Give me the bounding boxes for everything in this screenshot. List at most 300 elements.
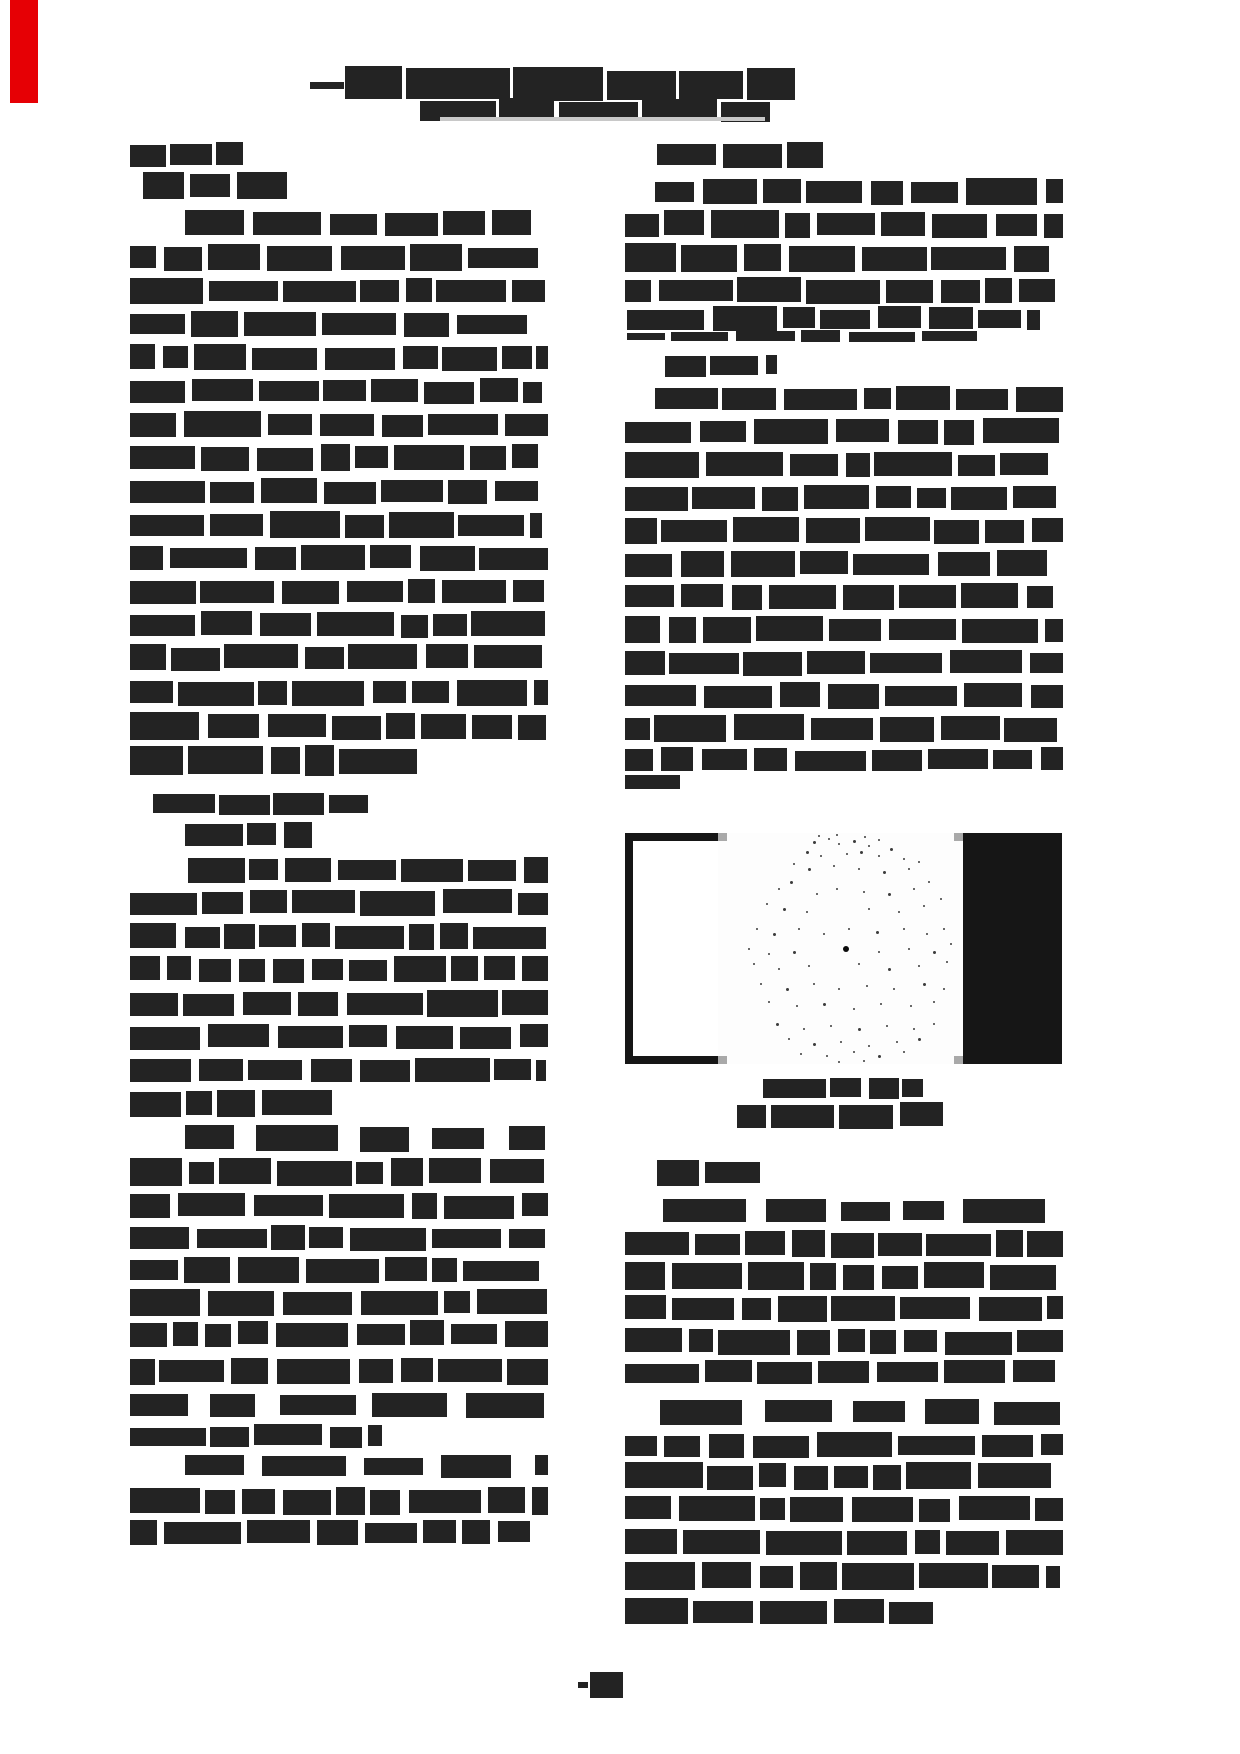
redaction-blob [336, 1487, 365, 1515]
redaction-blob [199, 959, 231, 982]
redaction-blob [442, 347, 497, 371]
redaction-blob [194, 344, 247, 370]
stipple-dot [864, 836, 866, 838]
redaction-blob [763, 179, 800, 203]
redaction-blob [205, 1324, 231, 1347]
redaction-blob [944, 420, 974, 445]
redaction-blob [421, 714, 466, 739]
redaction-blob [607, 71, 676, 100]
redacted-line [663, 1198, 1063, 1223]
redaction-blob [255, 547, 296, 570]
stipple-dot [806, 851, 809, 854]
redaction-blob [252, 348, 316, 370]
redaction-blob [903, 1201, 944, 1220]
redaction-blob [273, 793, 324, 815]
redaction-blob [817, 213, 875, 235]
redaction-blob [426, 644, 468, 668]
redaction-blob [625, 1562, 695, 1590]
redaction-blob [625, 243, 676, 272]
redaction-blob [904, 1330, 937, 1352]
redaction-blob [794, 1466, 827, 1490]
redaction-blob [130, 1260, 178, 1280]
redacted-line [130, 244, 548, 271]
redaction-blob [350, 1228, 426, 1251]
figure-stipple-area [718, 833, 963, 1064]
redaction-blob [329, 1194, 404, 1218]
redaction-blob [966, 178, 1037, 205]
redacted-line [660, 1398, 1060, 1425]
stipple-dot [933, 1001, 935, 1003]
redaction-blob [463, 1261, 539, 1281]
stipple-dot [913, 1028, 915, 1030]
redaction-blob [804, 485, 869, 509]
stipple-dot [943, 988, 945, 990]
redaction-blob [919, 1563, 988, 1588]
redaction-blob [922, 331, 977, 341]
redaction-blob [513, 580, 544, 602]
redaction-blob [360, 891, 435, 916]
redaction-blob [466, 1393, 544, 1418]
redacted-line [625, 616, 1063, 643]
redaction-blob [438, 1359, 502, 1382]
redaction-blob [443, 211, 485, 235]
redaction-blob [210, 1427, 249, 1447]
redacted-line [130, 142, 243, 168]
redaction-blob [1027, 1231, 1063, 1257]
redaction-blob [262, 1090, 332, 1115]
redaction-blob [410, 1320, 444, 1345]
redacted-line [130, 678, 548, 706]
stipple-dot [813, 841, 816, 844]
redacted-line [130, 1424, 382, 1448]
redaction-blob [495, 481, 538, 501]
redaction-blob [950, 650, 1022, 673]
stipple-dot [793, 863, 795, 865]
redaction-blob [394, 956, 446, 982]
redaction-blob [210, 1394, 255, 1417]
redaction-blob [471, 611, 545, 636]
redaction-blob [625, 1328, 682, 1352]
redaction-blob [766, 355, 777, 374]
redaction-blob [259, 925, 296, 947]
redaction-blob [932, 214, 987, 238]
stipple-dot [818, 835, 820, 837]
redacted-line [310, 82, 344, 89]
redaction-blob [130, 344, 155, 369]
redaction-blob [163, 346, 188, 368]
redaction-blob [277, 1359, 351, 1384]
redaction-blob [1016, 387, 1063, 412]
redaction-blob [423, 1520, 456, 1543]
stipple-dot [933, 951, 936, 954]
redaction-blob [524, 857, 548, 883]
redaction-blob [320, 414, 374, 436]
redaction-blob [261, 478, 317, 503]
stipple-dot [836, 888, 838, 890]
redaction-blob [853, 554, 929, 575]
stipple-dot [918, 1038, 921, 1041]
redaction-blob [535, 1455, 548, 1475]
redaction-blob [130, 615, 195, 636]
redaction-blob [900, 1297, 970, 1319]
redaction-blob [898, 1436, 975, 1455]
redacted-line [130, 1391, 545, 1418]
redaction-blob [130, 446, 195, 469]
redaction-blob [208, 714, 259, 738]
redaction-blob [247, 823, 277, 845]
redaction-blob [532, 1487, 548, 1515]
redaction-blob [472, 715, 512, 739]
redaction-blob [394, 445, 464, 470]
redaction-blob [737, 277, 802, 302]
redaction-blob [522, 956, 548, 981]
stipple-dot [888, 893, 891, 896]
redaction-blob [406, 278, 432, 302]
redacted-line [625, 550, 1063, 577]
redaction-blob [885, 686, 956, 706]
redaction-blob [1000, 453, 1048, 475]
redaction-blob [841, 1202, 890, 1221]
redaction-blob [1006, 1530, 1063, 1555]
redaction-blob [509, 1126, 545, 1150]
redaction-blob [208, 1291, 274, 1316]
redaction-blob [625, 651, 665, 675]
redaction-blob [996, 1230, 1023, 1257]
stipple-dot [776, 1023, 779, 1026]
redaction-blob [130, 712, 199, 740]
redaction-blob [877, 1362, 939, 1382]
stipple-dot [898, 911, 900, 913]
redaction-blob [359, 1359, 392, 1383]
redaction-blob [896, 386, 950, 410]
redaction-blob [625, 1462, 703, 1488]
redaction-blob [661, 520, 727, 542]
redaction-blob [929, 307, 972, 329]
redaction-blob [401, 1358, 433, 1382]
redaction-blob [520, 1024, 548, 1047]
stipple-dot [923, 983, 926, 986]
redaction-blob [660, 1400, 742, 1425]
redaction-blob [457, 315, 527, 334]
redaction-blob [268, 714, 326, 737]
redaction-blob [210, 514, 264, 536]
redaction-blob [1030, 653, 1063, 673]
stipple-dot [868, 845, 870, 847]
stipple-dot [853, 1008, 855, 1010]
redaction-blob [771, 1105, 835, 1128]
redaction-blob [401, 615, 429, 638]
crop-corner-mark [718, 833, 727, 841]
redaction-blob [159, 1360, 224, 1382]
stipple-dot [926, 933, 928, 935]
redacted-line [655, 178, 1063, 205]
redaction-blob [625, 1262, 665, 1290]
stipple-dot [838, 988, 840, 990]
stipple-dot [823, 1003, 826, 1006]
redaction-blob [760, 1498, 785, 1520]
redaction-blob [978, 1463, 1051, 1488]
redaction-blob [277, 1161, 352, 1186]
redaction-blob [846, 453, 870, 477]
redaction-blob [978, 310, 1022, 328]
redaction-blob [474, 645, 542, 668]
redaction-blob [505, 414, 548, 436]
redaction-blob [961, 583, 1019, 608]
redaction-blob [743, 652, 802, 676]
redaction-blob [267, 246, 333, 271]
redacted-line [185, 822, 312, 848]
redaction-blob [224, 644, 298, 668]
redaction-blob [1047, 1296, 1063, 1319]
redaction-blob [371, 379, 418, 402]
crop-corner-mark [954, 833, 963, 841]
redaction-blob [433, 614, 467, 636]
redaction-blob [130, 1488, 200, 1513]
redaction-blob [659, 280, 732, 301]
stipple-dot [888, 968, 891, 971]
redacted-line [130, 889, 548, 916]
redaction-blob [915, 1530, 940, 1554]
redaction-blob [747, 68, 795, 100]
redaction-blob [669, 653, 739, 674]
redaction-blob [505, 1321, 548, 1347]
redaction-blob [806, 280, 880, 304]
redaction-blob [956, 389, 1008, 410]
redaction-blob [432, 1128, 484, 1149]
redaction-blob [332, 716, 381, 740]
redaction-blob [192, 379, 254, 401]
redaction-blob [760, 1566, 793, 1588]
redacted-line [590, 1672, 623, 1698]
stipple-dot [796, 1005, 798, 1007]
redaction-blob [672, 1298, 734, 1320]
redaction-blob [473, 927, 546, 949]
redaction-blob [853, 1401, 904, 1422]
redaction-blob [298, 992, 338, 1016]
stipple-dot [880, 1003, 882, 1005]
stipple-dot [783, 908, 786, 911]
redaction-blob [695, 1234, 740, 1255]
redaction-blob [902, 1079, 923, 1097]
redaction-blob [625, 718, 650, 740]
redaction-blob [979, 1297, 1041, 1321]
redaction-blob [754, 748, 787, 771]
redaction-blob [442, 580, 506, 603]
redaction-blob [732, 585, 762, 610]
stipple-dot [808, 868, 811, 871]
redaction-blob [1041, 747, 1063, 770]
redaction-blob [208, 1024, 269, 1047]
redaction-blob [757, 1362, 812, 1384]
redaction-blob [130, 923, 176, 948]
redaction-blob [385, 1257, 427, 1281]
redacted-line [440, 117, 765, 121]
redaction-blob [700, 421, 746, 442]
stipple-dot [853, 840, 856, 843]
redaction-blob [664, 210, 704, 235]
redaction-blob [130, 481, 205, 503]
redaction-blob [143, 172, 184, 199]
redaction-blob [702, 749, 747, 770]
redaction-blob [849, 332, 915, 342]
redaction-blob [852, 1497, 913, 1522]
redacted-line [130, 745, 430, 776]
redaction-blob [284, 822, 312, 848]
redaction-blob [278, 1026, 343, 1048]
redaction-blob [382, 415, 423, 437]
redaction-blob [1031, 685, 1063, 708]
redaction-blob [460, 1027, 511, 1049]
redaction-blob [763, 1079, 826, 1098]
stipple-dot [858, 868, 860, 870]
redacted-line [625, 418, 1063, 445]
redaction-blob [188, 746, 263, 774]
stipple-dot [946, 961, 948, 963]
redaction-blob [448, 480, 487, 504]
redacted-line [130, 712, 546, 740]
redaction-blob [938, 552, 990, 576]
redaction-blob [183, 994, 234, 1016]
redaction-blob [780, 682, 820, 707]
redaction-blob [689, 1329, 713, 1352]
redaction-blob [330, 1427, 362, 1448]
figure-image [625, 833, 1062, 1064]
stipple-dot [863, 891, 865, 893]
stipple-dot [813, 983, 815, 985]
redaction-blob [348, 644, 417, 669]
stipple-dot [816, 893, 818, 895]
redacted-line [625, 243, 1063, 272]
redaction-blob [889, 1602, 933, 1624]
redaction-blob [766, 1531, 842, 1555]
redacted-line [130, 344, 548, 371]
redacted-line [625, 517, 1063, 544]
redaction-blob [669, 617, 696, 643]
stipple-dot [903, 1051, 905, 1053]
red-corner-tab [10, 0, 38, 103]
redaction-blob [945, 1332, 1011, 1355]
redaction-blob [312, 959, 342, 980]
redaction-blob [625, 1232, 689, 1255]
redaction-blob [427, 990, 497, 1017]
redaction-blob [681, 551, 724, 577]
redaction-blob [305, 647, 343, 669]
redaction-blob [184, 411, 261, 437]
redaction-blob [926, 1234, 990, 1256]
redaction-blob [1041, 1434, 1063, 1455]
redaction-blob [130, 246, 156, 268]
redacted-line [130, 277, 545, 304]
redaction-blob [847, 1531, 907, 1555]
redaction-blob [657, 1160, 699, 1186]
redaction-blob [329, 795, 368, 813]
redaction-blob [285, 858, 332, 882]
redaction-blob [477, 1289, 546, 1314]
redaction-blob [748, 1262, 804, 1290]
stipple-dot [908, 868, 910, 870]
redaction-blob [499, 98, 554, 119]
redaction-blob [457, 680, 527, 706]
stipple-dot [918, 861, 920, 863]
redaction-blob [170, 144, 212, 165]
redaction-blob [324, 482, 376, 504]
redaction-blob [372, 1393, 447, 1417]
redaction-blob [911, 182, 958, 203]
stipple-dot [910, 1005, 912, 1007]
redaction-blob [282, 581, 339, 604]
redaction-blob [679, 71, 742, 99]
redaction-blob [256, 1125, 338, 1151]
stipple-dot [813, 1043, 816, 1046]
redaction-blob [210, 482, 255, 503]
redaction-blob [311, 1059, 352, 1082]
redaction-blob [216, 142, 243, 165]
redaction-blob [762, 487, 798, 511]
stipple-dot [838, 843, 840, 845]
redaction-blob [870, 653, 943, 673]
redaction-blob [654, 715, 725, 742]
redaction-blob [171, 648, 220, 671]
redaction-blob [249, 859, 278, 880]
redaction-blob [705, 1360, 752, 1382]
redaction-blob [338, 860, 396, 880]
redacted-line [130, 1057, 546, 1083]
redaction-blob [753, 1436, 810, 1458]
redaction-blob [259, 381, 318, 401]
redaction-blob [795, 751, 866, 771]
redaction-blob [625, 452, 699, 478]
redaction-blob [186, 1091, 212, 1115]
redaction-blob [759, 1463, 787, 1487]
redaction-blob [208, 244, 260, 270]
redaction-blob [963, 1199, 1044, 1223]
redacted-line [625, 1598, 935, 1625]
redaction-blob [919, 1499, 950, 1522]
redaction-blob [292, 681, 365, 706]
redaction-blob [415, 1058, 490, 1082]
redaction-blob [237, 172, 287, 199]
redaction-blob [625, 1364, 699, 1383]
redacted-line [345, 66, 795, 102]
redaction-blob [745, 1231, 785, 1255]
redaction-blob [807, 651, 865, 674]
redacted-line [763, 1078, 923, 1100]
redaction-blob [197, 1229, 267, 1248]
redaction-blob [335, 926, 404, 949]
redaction-blob [190, 174, 229, 197]
redaction-blob [341, 246, 405, 270]
redaction-blob [733, 517, 799, 542]
redaction-blob [834, 1599, 884, 1623]
redaction-blob [820, 310, 870, 329]
stipple-dot [878, 951, 880, 953]
redaction-blob [170, 548, 246, 568]
redaction-blob [829, 619, 882, 641]
stipple-dot [760, 983, 762, 985]
redaction-blob [766, 1199, 826, 1222]
stipple-dot [943, 928, 945, 930]
redaction-blob [722, 388, 776, 410]
redaction-blob [681, 584, 724, 607]
redaction-blob [276, 1323, 348, 1347]
redacted-line [130, 1158, 548, 1186]
redacted-line [185, 1124, 545, 1152]
redaction-blob [201, 611, 252, 635]
redaction-blob [292, 890, 356, 913]
redaction-blob [718, 1330, 790, 1355]
redaction-blob [985, 278, 1012, 303]
redaction-blob [1013, 486, 1056, 508]
